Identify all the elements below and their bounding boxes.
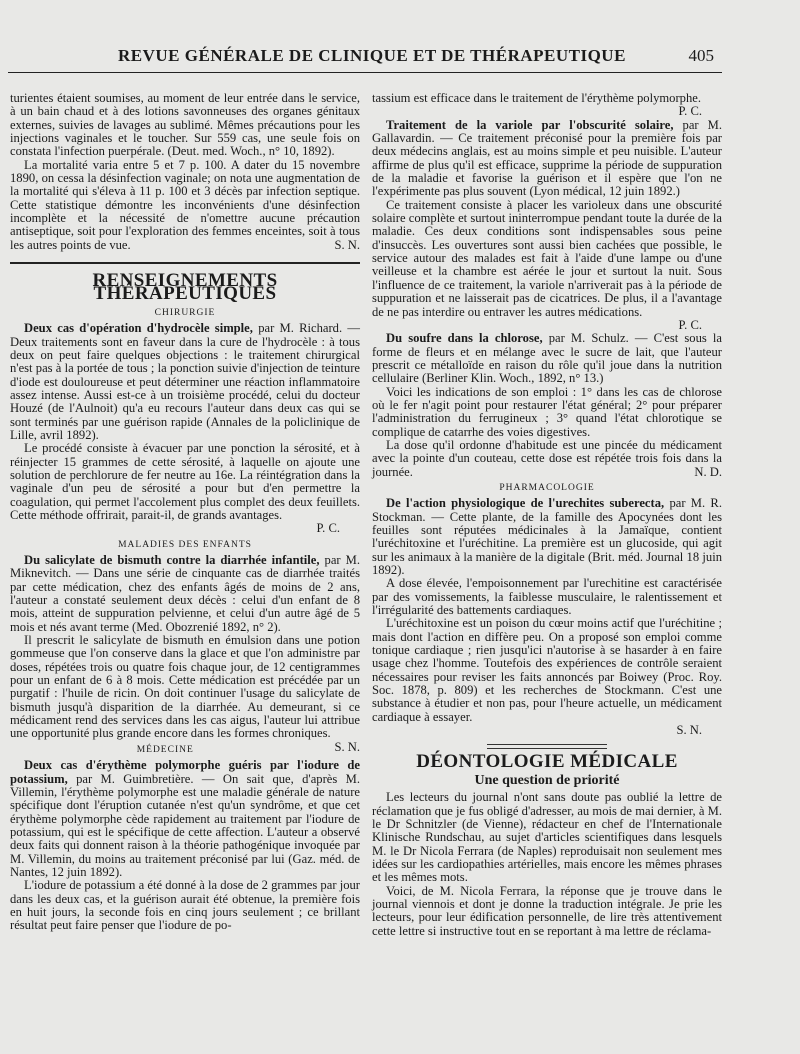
signature: P. C. — [678, 104, 702, 119]
article-author: par M. Richard. — [258, 321, 343, 336]
paragraph — [10, 159, 360, 252]
article-author: par M. Miknevitch. — [10, 553, 360, 581]
article-title: De l'action physiologique de l'urechites suberecta, — [386, 496, 665, 511]
subsection-title: Une question de priorité — [474, 772, 620, 788]
paragraph: A dose élevée, l'empoisonnement par l'urechitine est caractérisée par des vomissements, la faiblesse musculaire, le ralentissement et l'irrégularité des battements cardiaques. — [372, 576, 722, 618]
paragraph: Voici, de M. Nicola Ferrara, la réponse que je trouve dans le journal viennois et dont je donne la traduction intégrale. Je prie les lecteurs, pour leur édification personnelle, de lire très attentivement cette lettre si instructive tout en se reportant à ma lettre de réclama- — [372, 883, 722, 938]
paragraph: Le procédé consiste à évacuer par une ponction la sérosité, et à réinjecter 15 grammes de cette sérosité, à laquelle on ajoute une solution de perchlorure de fer neutre au 16e. La réintégration dans la vaginale d'un peu de sérosité a pour but d'en permettre la coagulation, qui permet l'accolement plus complet des deux feuillets. Cette méthode offrirait, parait-il, de grands avantages. — [10, 441, 360, 522]
header-rule — [8, 72, 722, 73]
article-author: par M. Gallavardin. — [372, 117, 723, 146]
paragraph-text: La dose qu'il ordonne d'habitude est une pincée du médicament avec la pointe d'un couteau, cette dose est répétée trois fois dans la journée. — [372, 437, 722, 479]
paragraph: L'uréchitoxine est un poison du cœur moins actif que l'uréchitine ; mais dont l'action en diffère peu. On a proposé son emploi comme tonique cardiaque ; rien jusqu'ici n'autorise à se hasarder à en faire usage chez l'homme. Toutefois des expériences de contrôle seraient nécessaires pour reviser les faits annoncés par Boiwey (Proc. Roy. Soc. 1878, p. 809) et les recherches de Stockmann. C'est une substance à étudier et non pas, pour l'heure actuelle, un médicament cardiaque à essayer. — [372, 616, 722, 724]
signature: S. N. — [334, 739, 360, 754]
paragraph: Voici les indications de son emploi : 1° dans les cas de chlorose où le fer n'agit point pour restaurer l'état général; 2° pour préparer l'administration du ferrugineux ; 3° quand l'état chlorotique se complique de catarrhe des voies digestives. — [372, 384, 722, 439]
right-column — [372, 92, 722, 938]
article — [10, 554, 360, 634]
article-author: par M. R. Stockman. — [372, 496, 722, 524]
section-title: DÉONTOLOGIE MÉDICALE — [416, 750, 678, 772]
article — [10, 759, 360, 879]
paragraph-text: — Cette plante, de la famille des Apocynées dont les feuilles sont réputées médicinales à la Jamaïque, contient l'uréchitoxine et l'uréchitine. La première est un glucoside, qui agit sur les animaux à la manière de la digitale (Brit. méd. Journal 18 juin 1892). — [372, 509, 722, 578]
paragraph — [372, 439, 722, 479]
article-title: Traitement de la variole par l'obscurité solaire, — [386, 117, 674, 132]
signature: S. N. — [334, 237, 360, 252]
running-title: REVUE GÉNÉRALE DE CLINIQUE ET DE THÉRAPEUTIQUE — [118, 46, 626, 65]
signature: N. D. — [694, 464, 722, 479]
article-author: par M. Schulz. — [548, 331, 629, 346]
paragraph-text: — On sait que, d'après M. Villemin, l'érythème polymorphe est une maladie générale de nature spécifique dont l'éruption cutanée n'est qu'un syndrôme, et que cet érythème polymorphe cède rapidement au traitement par l'iodure de potassium, qui est le spécifique de cette affection. L'auteur a observé deux faits qui donnent raison à la théorie pathogénique invoquée par M. Villemin, du moins au traitement préconisé par lui (Gaz. méd. de Nantes, 12 juin 1892). — [10, 771, 360, 879]
article-title: Deux cas d'érythème polymorphe guéris par l'iodure de potassium, — [10, 758, 360, 786]
page-number: 405 — [688, 46, 714, 65]
signature: P. C. — [678, 317, 702, 332]
section-label: PHARMACOLOGIE — [499, 482, 595, 493]
left-column — [10, 92, 360, 933]
paragraph-text: La mortalité varia entre 5 et 7 p. 100. A dater du 15 novembre 1890, on cessa la désinfection vaginale; on nota une augmentation de la mortalité qui s'éleva à 11 p. 100 et 3 décès par infection septique. Cette statistique démontre les inconvénients d'une désinfection incomplète et la nécessité de n'omettre aucune précaution antiseptique, soit pour l'exploration des femmes enceintes, soit à tous les autres points de vue. — [10, 157, 360, 252]
paragraph-text: — Deux traitements sont en faveur dans la cure de l'hydrocèle : à tous deux on peut faire quelques objections : le traitement chirurgical n'est pas à la portée de tous ; la ponction suivie d'injection de teinture d'iode est douloureuse et peut déterminer une réaction inflammatoire assez intense. Aussi est-ce à un troisième procédé, celui du docteur Houzé (de l'Aulnoit) qu'a eu recours l'auteur dans deux cas qui se sont terminés par une guérison rapide (Annales de la policlinique de Lille, avril 1892). — [10, 321, 360, 442]
paragraph: L'iodure de potassium a été donné à la dose de 2 grammes par jour dans les deux cas, et la guérison aurait été obtenue, la première fois en huit jours, la seconde fois en cinq jours seulement ; ce brillant résultat peut faire penser que l'iodure de po- — [10, 878, 360, 933]
section-label: MALADIES DES ENFANTS — [118, 539, 252, 550]
article-title: Du soufre dans la chlorose, — [386, 331, 543, 346]
signature: S. N. — [676, 723, 702, 738]
article — [372, 497, 722, 577]
paragraph-text: — Dans une série de cinquante cas de diarrhée traités par cette médication, chez des enfants âgés de moins de 2 ans, l'auteur a constaté seulement deux décès : celui d'un enfant de 8 mois, atteint de suppuration pelvienne, et celui d'un autre âgé de 5 mois et nés avant terme (Med. Obozrenié 1892, n° 2). — [10, 566, 360, 634]
paragraph: Ce traitement consiste à placer les varioleux dans une obscurité solaire complète et surtout ininterrompue pendant toute la durée de la maladie. Ces deux conditions sont indispensables sous peine d'insuccès. Les ouvertures sont aussi bien cachées que possible, le service autour des malades est fait à l'aide d'une lampe ou d'une veilleuse et la chambre est aérée le jour et surtout la nuit. Sous l'influence de ce traitement, la variole n'arriverait pas à la période de suppuration et ne laisserait pas de cicatrices. De plus, il a l'avantage de ne pas interdire ou entraver les autres médications. — [372, 197, 722, 319]
page-header — [0, 40, 800, 70]
section-divider — [487, 744, 607, 749]
article-author: par M. Guimbretière. — [76, 771, 194, 786]
paragraph: Les lecteurs du journal n'ont sans doute pas oublié la lettre de réclamation que je fus obligé d'adresser, au mois de mai dernier, à M. le Dr Schnitzler (de Vienne), rédacteur en chef de l'Internationale Klinische Rundschau, au sujet d'articles scientifiques dans lesquels M. le Dr Nicola Ferrara (de Naples) reproduisait non seulement mes idées sur les cardiopathies artérielles, mais encore les mêmes phrases et les mêmes mots. — [372, 790, 722, 885]
paragraph-text: Il prescrit le salicylate de bismuth en émulsion dans une potion gommeuse que l'on conserve dans la glace et que l'on administre par doses, répétées trois ou quatre fois chaque jour, de 12 centigrammes pour un enfant de 6 à 8 mois. Cette médication est précédée par un purgatif : l'huile de ricin. On doit continuer l'usage du salicylate de bismuth jusqu'à disparition de la diarrhée. Au demeurant, si ce médicament rend des services dans les cas aigus, l'auteur lui attribue une opportunité plus grande encore dans les formes chroniques. — [10, 633, 360, 741]
article — [372, 332, 722, 385]
paragraph-text: — Ce traitement préconisé pour la première fois par deux médecins anglais, est au moins simple et peu nuisible. L'auteur affirme de plus qu'il est efficace, supprime la période de suppuration de la maladie et favorise la guérison et il espère que l'on ne l'expérimente pas plus souvent (Lyon médical, 12 juin 1892.) — [372, 131, 722, 199]
article-title: Deux cas d'opération d'hydrocèle simple, — [24, 321, 253, 336]
article — [10, 322, 360, 442]
section-label: CHIRURGIE — [154, 307, 216, 318]
article-title: Du salicylate de bismuth contre la diarrhée infantile, — [24, 553, 320, 567]
paragraph: turientes étaient soumises, au moment de leur entrée dans le service, à un bain chaud et à des lotions savonneuses des organes génitaux externes, suivies de lavages au sublimé. Mêmes précautions pour les injections vaginales et le toucher. Sur 559 cas, une seule fois on constata l'infection puerpérale. (Deut. med. Woch., n° 10, 1892). — [10, 91, 360, 159]
paragraph-text: — C'est sous la forme de fleurs et en mélange avec le sucre de lait, que l'auteur prescrit ce métalloïde en raison du rôle qu'il joue dans la nutrition cellulaire (Berliner Klin. Woch., 1892, n° 13.) — [372, 331, 722, 386]
article — [372, 119, 722, 199]
paragraph: tassium est efficace dans le traitement de l'érythème polymorphe. — [372, 91, 702, 105]
section-label: MÉDECINE — [136, 744, 194, 755]
signature: P. C. — [316, 521, 340, 536]
section-title: RENSEIGNEMENTS THÉRAPEUTIQUES — [10, 262, 360, 301]
